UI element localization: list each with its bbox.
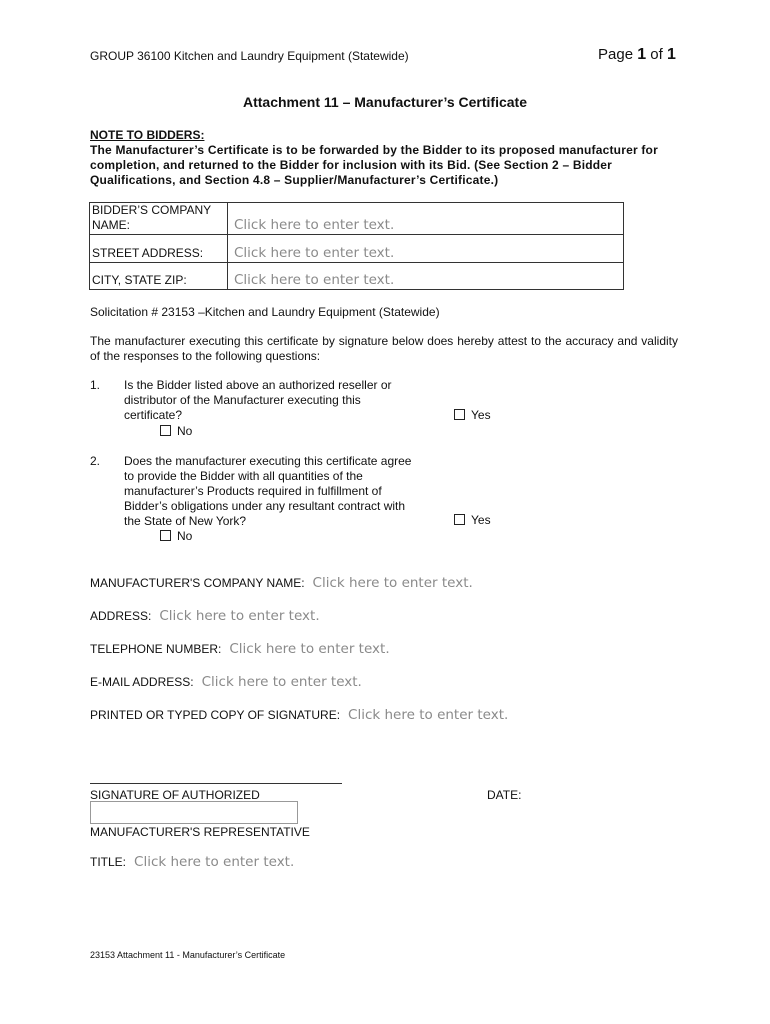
question-2-yes-label: Yes: [471, 513, 491, 527]
printed-signature-label: PRINTED OR TYPED COPY OF SIGNATURE:: [90, 708, 341, 722]
bidder-company-field[interactable]: [228, 203, 624, 235]
manufacturer-company-name-field[interactable]: Click here to enter text.: [312, 575, 473, 591]
page-of: of: [646, 46, 667, 63]
city-state-zip-field[interactable]: [228, 263, 624, 290]
question-2-yes-option[interactable]: [454, 513, 491, 527]
street-address-label: STREET ADDRESS:: [90, 235, 228, 263]
question-2-number: 2.: [90, 454, 101, 468]
header-group-text: GROUP 36100 Kitchen and Laundry Equipment (Statewide): [90, 49, 409, 63]
question-1-yes-option[interactable]: [454, 408, 491, 422]
city-state-zip-label: CITY, STATE ZIP:: [90, 263, 228, 290]
note-heading: NOTE TO BIDDERS:: [90, 128, 205, 142]
checkbox-icon[interactable]: [160, 425, 171, 436]
checkbox-icon[interactable]: [454, 514, 465, 525]
manufacturer-company-name-row: [90, 575, 473, 591]
question-2-no-option[interactable]: [160, 529, 192, 543]
address-field[interactable]: Click here to enter text.: [159, 608, 320, 624]
bidder-info-table: [89, 202, 624, 290]
question-1-yes-label: Yes: [471, 408, 491, 422]
signature-line: [90, 783, 342, 784]
checkbox-icon[interactable]: [454, 409, 465, 420]
title-field[interactable]: Click here to enter text.: [134, 854, 295, 870]
question-1-number: 1.: [90, 378, 101, 392]
page-current: 1: [637, 46, 647, 63]
table-row: [90, 263, 624, 290]
printed-signature-field[interactable]: Click here to enter text.: [348, 707, 509, 723]
note-body: The Manufacturer’s Certificate is to be forwarded by the Bidder to its proposed manufacturer for completion, and returned to the Bidder for inclusion with its Bid. (See Section 2 – Bidder Qualifications, and Section 4.8 – Supplier/Manufacturer’s Certificate.): [90, 143, 658, 187]
solicitation-line: Solicitation # 23153 –Kitchen and Laundry Equipment (Statewide): [90, 305, 440, 319]
title-row: [90, 854, 294, 870]
signature-label-line2: MANUFACTURER'S REPRESENTATIVE: [90, 825, 310, 839]
page-indicator: [598, 46, 676, 64]
table-row: [90, 203, 624, 235]
footer-text: 23153 Attachment 11 - Manufacturer’s Certificate: [90, 950, 286, 960]
street-address-placeholder[interactable]: Click here to enter text.: [234, 245, 395, 261]
date-label: DATE:: [487, 788, 522, 802]
page-total: 1: [666, 46, 676, 63]
signature-input-box[interactable]: [90, 801, 298, 824]
printed-signature-row: [90, 707, 508, 723]
page-title: Attachment 11 – Manufacturer’s Certificate: [243, 94, 527, 110]
address-label: ADDRESS:: [90, 609, 152, 623]
question-2-no-label: No: [177, 529, 193, 543]
page-prefix: Page: [598, 46, 638, 63]
attest-paragraph: The manufacturer executing this certificate by signature below does hereby attest to the accuracy and validity of the responses to the following questions:: [90, 334, 678, 363]
checkbox-icon[interactable]: [160, 530, 171, 541]
city-state-zip-placeholder[interactable]: Click here to enter text.: [234, 272, 395, 288]
title-label: TITLE:: [90, 855, 127, 869]
email-label: E-MAIL ADDRESS:: [90, 675, 194, 689]
telephone-label: TELEPHONE NUMBER:: [90, 642, 222, 656]
question-1-text: Is the Bidder listed above an authorized reseller or distributor of the Manufacturer executing this certificate?: [124, 378, 392, 422]
telephone-field[interactable]: Click here to enter text.: [229, 641, 390, 657]
question-2-text: Does the manufacturer executing this certificate agree to provide the Bidder with all quantities of the manufacturer’s Products required in fulfillment of Bidder’s obligations under any resultant contract with the State of New York?: [124, 454, 412, 528]
signature-label-line1: SIGNATURE OF AUTHORIZED: [90, 788, 260, 802]
email-row: [90, 674, 362, 690]
bidder-company-label: BIDDER’S COMPANY NAME:: [90, 203, 228, 235]
table-row: [90, 235, 624, 263]
bidder-company-placeholder[interactable]: Click here to enter text.: [234, 217, 395, 233]
question-1-no-option[interactable]: [160, 424, 192, 438]
question-1-no-label: No: [177, 424, 193, 438]
telephone-row: [90, 641, 390, 657]
manufacturer-company-name-label: MANUFACTURER'S COMPANY NAME:: [90, 576, 305, 590]
address-row: [90, 608, 320, 624]
street-address-field[interactable]: [228, 235, 624, 263]
email-field[interactable]: Click here to enter text.: [201, 674, 362, 690]
